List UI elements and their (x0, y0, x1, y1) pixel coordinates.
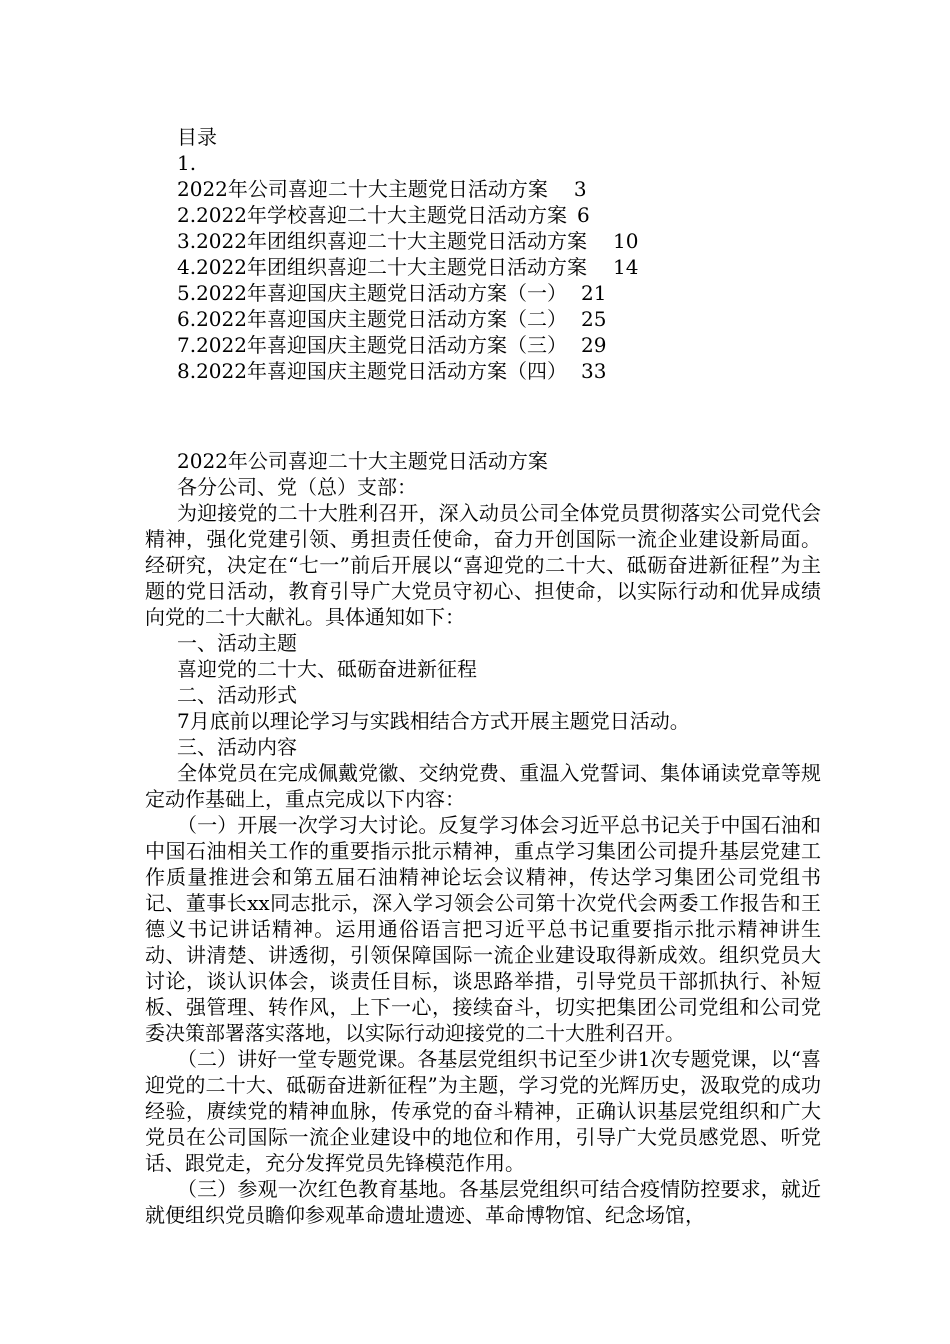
toc-item-label: 7.2022年喜迎国庆主题党日活动方案（三） (177, 333, 567, 357)
toc-item-label: 8.2022年喜迎国庆主题党日活动方案（四） (177, 359, 567, 383)
table-of-contents (177, 124, 638, 384)
content-item-3: （三）参观一次红色教育基地。各基层党组织可结合疫情防控要求，就近就便组织党员瞻仰参观革命遗址遗迹、革命博物馆、纪念场馆， (145, 1177, 821, 1227)
toc-item-page: 21 (580, 281, 607, 305)
toc-item-page: 6 (576, 203, 590, 227)
toc-item (177, 176, 638, 202)
toc-heading: 目录 (177, 125, 217, 149)
toc-item-label: 5.2022年喜迎国庆主题党日活动方案（一） (177, 281, 567, 305)
toc-item-label: 6.2022年喜迎国庆主题党日活动方案（二） (177, 307, 567, 331)
content-item-1: （一）开展一次学习大讨论。反复学习体会习近平总书记关于中国石油和中国石油相关工作的重要指示批示精神，重点学习集团公司提升基层党建工作质量推进会和第五届石油精神论坛会议精神，传达学习集团公司党组书记、董事长xx同志批示，深入学习领会公司第十次党代会两委工作报告和王德义书记讲话精神。运用通俗语言把习近平总书记重要指示批示精神讲生动、讲清楚、讲透彻，引领保障国际一流企业建设取得新成效。组织党员大讨论，谈认识体会，谈责任目标，谈思路举措，引导党员干部抓执行、补短板、强管理、转作风，上下一心，接续奋斗，切实把集团公司党组和公司党委决策部署落实落地，以实际行动迎接党的二十大胜利召开。 (145, 813, 821, 1045)
toc-item (177, 202, 638, 228)
toc-item-page: 25 (580, 307, 607, 331)
toc-first-number: 1. (177, 151, 197, 175)
toc-item-label: 3.2022年团组织喜迎二十大主题党日活动方案 (177, 229, 587, 253)
content-intro-paragraph: 全体党员在完成佩戴党徽、交纳党费、重温入党誓词、集体诵读党章等规定动作基础上，重点完成以下内容： (145, 761, 821, 811)
document-body (145, 448, 821, 1228)
toc-item-label: 2022年公司喜迎二十大主题党日活动方案 (177, 177, 548, 201)
toc-item-label: 2.2022年学校喜迎二十大主题党日活动方案 (177, 203, 567, 227)
toc-item (177, 228, 638, 254)
section-heading: 一、活动主题 (177, 631, 297, 655)
toc-item-label: 4.2022年团组织喜迎二十大主题党日活动方案 (177, 255, 587, 279)
toc-item (177, 358, 638, 384)
section-heading: 三、活动内容 (177, 735, 297, 759)
content-item-2: （二）讲好一堂专题党课。各基层党组织书记至少讲1次专题党课，以“喜迎党的二十大、砥砺奋进新征程”为主题，学习党的光辉历史，汲取党的成功经验，赓续党的精神血脉，传承党的奋斗精神，正确认识基层党组织和广大党员在公司国际一流企业建设中的地位和作用，引导广大党员感党恩、听党话、跟党走，充分发挥党员先锋模范作用。 (145, 1047, 821, 1175)
theme-text: 喜迎党的二十大、砥砺奋进新征程 (177, 657, 477, 681)
form-text: 7月底前以理论学习与实践相结合方式开展主题党日活动。 (177, 709, 690, 733)
toc-item (177, 332, 638, 358)
toc-item-page: 3 (573, 177, 587, 201)
intro-paragraph: 为迎接党的二十大胜利召开，深入动员公司全体党员贯彻落实公司党代会精神，强化党建引领、勇担责任使命，奋力开创国际一流企业建设新局面。经研究，决定在“七一”前后开展以“喜迎党的二十大、砥砺奋进新征程”为主题的党日活动，教育引导广大党员守初心、担使命，以实际行动和优异成绩向党的二十大献礼。具体通知如下： (145, 501, 821, 629)
section-heading: 二、活动形式 (177, 683, 297, 707)
toc-item-page: 29 (580, 333, 607, 357)
toc-item-page: 10 (612, 229, 639, 253)
toc-item (177, 280, 638, 306)
toc-item-page: 33 (580, 359, 607, 383)
toc-item-page: 14 (612, 255, 639, 279)
toc-item (177, 306, 638, 332)
toc-item (177, 254, 638, 280)
document-title: 2022年公司喜迎二十大主题党日活动方案 (177, 449, 548, 473)
greeting: 各分公司、党（总）支部： (177, 475, 417, 499)
